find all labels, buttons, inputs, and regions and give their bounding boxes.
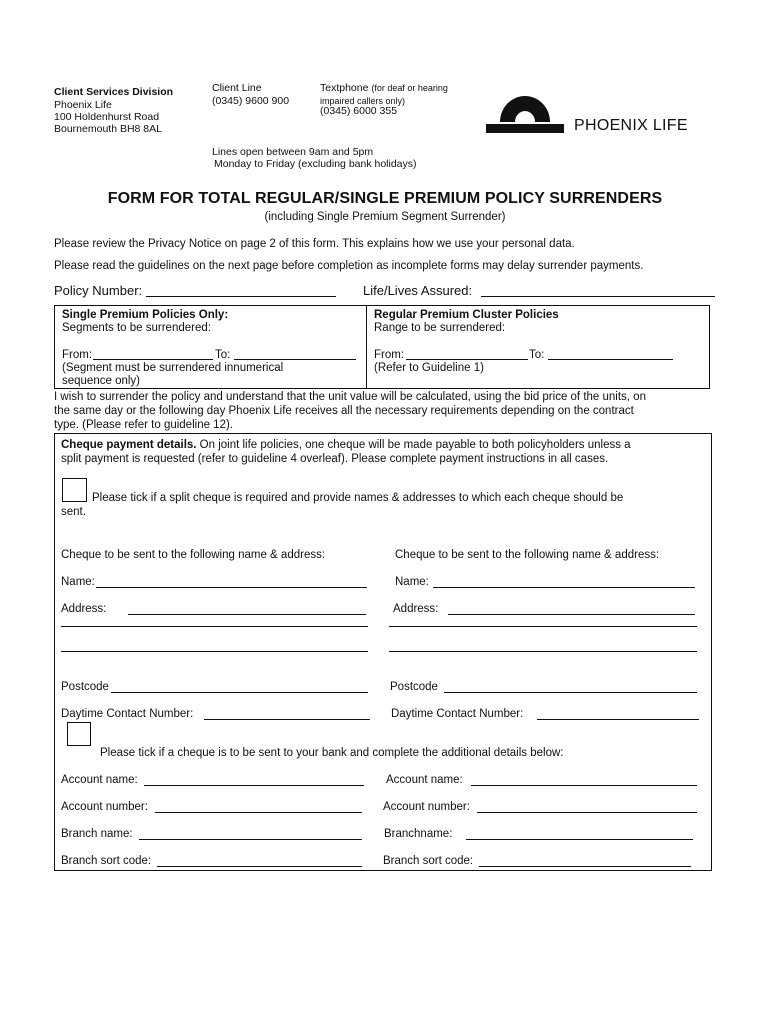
address-left-field-2[interactable]	[61, 626, 368, 627]
branch-right-field[interactable]	[466, 839, 693, 840]
split-cheque-checkbox[interactable]	[62, 478, 87, 502]
policy-number-field[interactable]	[146, 296, 336, 297]
cheque-heading: Cheque payment details.	[61, 439, 197, 451]
sort-right-field[interactable]	[479, 866, 691, 867]
acc-name-left-label: Account name:	[61, 774, 138, 786]
textphone-number: (0345) 6000 355	[320, 105, 398, 117]
split-cheque-text-1: Please tick if a split cheque is required and provide names & addresses to which each cheque should be	[92, 492, 624, 504]
city-postcode: Bournemouth BH8 8AL	[54, 123, 162, 135]
company-name: Phoenix Life	[54, 99, 112, 111]
segment-to-label: To:	[215, 349, 231, 361]
range-to-label: To:	[529, 349, 545, 361]
address-right-field-1[interactable]	[448, 614, 695, 615]
sort-left-label: Branch sort code:	[61, 855, 152, 867]
phone-left-field[interactable]	[204, 719, 370, 720]
segment-from-label: From:	[62, 349, 93, 361]
phone-left-label: Daytime Contact Number:	[61, 708, 194, 720]
postcode-left-label: Postcode	[61, 681, 109, 693]
address-left-label: Address:	[61, 603, 107, 615]
sent-to-left: Cheque to be sent to the following name & address:	[61, 549, 326, 561]
phone-right-label: Daytime Contact Number:	[391, 708, 524, 720]
logo-wordmark: PHOENIX LIFE	[574, 117, 688, 134]
opening-hours-1: Lines open between 9am and 5pm	[212, 146, 374, 158]
sort-right-label: Branch sort code:	[383, 855, 474, 867]
segment-note-2: sequence only)	[62, 375, 140, 387]
address-left-field-3[interactable]	[61, 651, 368, 652]
cheque-intro-2: split payment is requested (refer to guideline 4 overleaf). Please complete payment instructions in all cases.	[61, 453, 609, 465]
range-to-field[interactable]	[548, 359, 673, 360]
regular-premium-heading: Regular Premium Cluster Policies	[374, 309, 559, 321]
postcode-left-field[interactable]	[111, 692, 368, 693]
client-line-number: (0345) 9600 900	[212, 95, 290, 107]
form-subtitle: (including Single Premium Segment Surrender)	[264, 211, 506, 223]
acc-num-right-field[interactable]	[477, 812, 697, 813]
segment-note-1: (Segment must be surrendered innumerical	[62, 362, 284, 374]
postcode-right-label: Postcode	[390, 681, 438, 693]
branch-left-field[interactable]	[139, 839, 362, 840]
sort-left-field[interactable]	[157, 866, 362, 867]
name-left-label: Name:	[61, 576, 95, 588]
client-line-label: Client Line	[212, 82, 262, 94]
lives-assured-field[interactable]	[481, 296, 715, 297]
address-right-field-3[interactable]	[389, 651, 697, 652]
textphone-note-1: (for deaf or hearing	[371, 83, 448, 93]
address-left-field-1[interactable]	[128, 614, 366, 615]
street-address: 100 Holdenhurst Road	[54, 111, 160, 123]
acc-name-right-field[interactable]	[471, 785, 697, 786]
acc-name-right-label: Account name:	[386, 774, 463, 786]
guidelines-note: Please read the guidelines on the next page before completion as incomplete forms may delay surrender payments.	[54, 260, 644, 272]
bank-tick-text: Please tick if a cheque is to be sent to your bank and complete the additional details below:	[100, 747, 564, 759]
address-right-field-2[interactable]	[389, 626, 697, 627]
bank-cheque-checkbox[interactable]	[67, 722, 91, 746]
textphone-label: Textphone	[320, 82, 369, 94]
postcode-right-field[interactable]	[444, 692, 697, 693]
acc-num-right-label: Account number:	[383, 801, 470, 813]
range-from-label: From:	[374, 349, 405, 361]
phoenix-arch-icon	[486, 92, 564, 134]
cheque-intro-1: On joint life policies, one cheque will be made payable to both policyholders unless a	[196, 439, 631, 451]
range-sub: Range to be surrendered:	[374, 322, 506, 334]
segment-to-field[interactable]	[234, 359, 356, 360]
name-right-label: Name:	[395, 576, 429, 588]
address-right-label: Address:	[393, 603, 439, 615]
name-right-field[interactable]	[433, 587, 695, 588]
branch-left-label: Branch name:	[61, 828, 133, 840]
phoenix-life-logo	[486, 92, 696, 136]
phone-right-field[interactable]	[537, 719, 699, 720]
acc-num-left-label: Account number:	[61, 801, 148, 813]
sent-to-right: Cheque to be sent to the following name & address:	[395, 549, 660, 561]
opening-hours-2: Monday to Friday (excluding bank holidays)	[214, 158, 417, 170]
acc-num-left-field[interactable]	[155, 812, 362, 813]
form-title: FORM FOR TOTAL REGULAR/SINGLE PREMIUM POLICY SURRENDERS	[107, 190, 663, 207]
split-cheque-text-2: sent.	[61, 506, 86, 518]
textphone-note-2: impaired callers only)	[320, 96, 406, 106]
branch-right-label: Branchname:	[384, 828, 453, 840]
name-left-field[interactable]	[96, 587, 367, 588]
segment-from-field[interactable]	[93, 359, 213, 360]
division-name: Client Services Division	[54, 86, 174, 98]
segments-divider	[366, 306, 367, 388]
declaration-line-1: I wish to surrender the policy and understand that the unit value will be calculated, using the bid price of the units, on	[54, 391, 646, 403]
range-from-field[interactable]	[406, 359, 528, 360]
acc-name-left-field[interactable]	[144, 785, 364, 786]
single-premium-heading: Single Premium Policies Only:	[62, 309, 229, 321]
declaration-line-3: type. (Please refer to guideline 12).	[54, 419, 233, 431]
privacy-note: Please review the Privacy Notice on page 2 of this form. This explains how we use your personal data.	[54, 238, 575, 250]
segments-sub: Segments to be surrendered:	[62, 322, 211, 334]
range-note: (Refer to Guideline 1)	[374, 362, 484, 374]
cheque-intro-row	[61, 438, 631, 452]
lives-assured-label: Life/Lives Assured:	[363, 283, 473, 298]
textphone-label-row	[320, 82, 448, 95]
declaration-line-2: the same day or the following day Phoenix Life receives all the necessary requirements depending on the contract	[54, 405, 634, 417]
policy-number-label: Policy Number:	[54, 283, 143, 298]
